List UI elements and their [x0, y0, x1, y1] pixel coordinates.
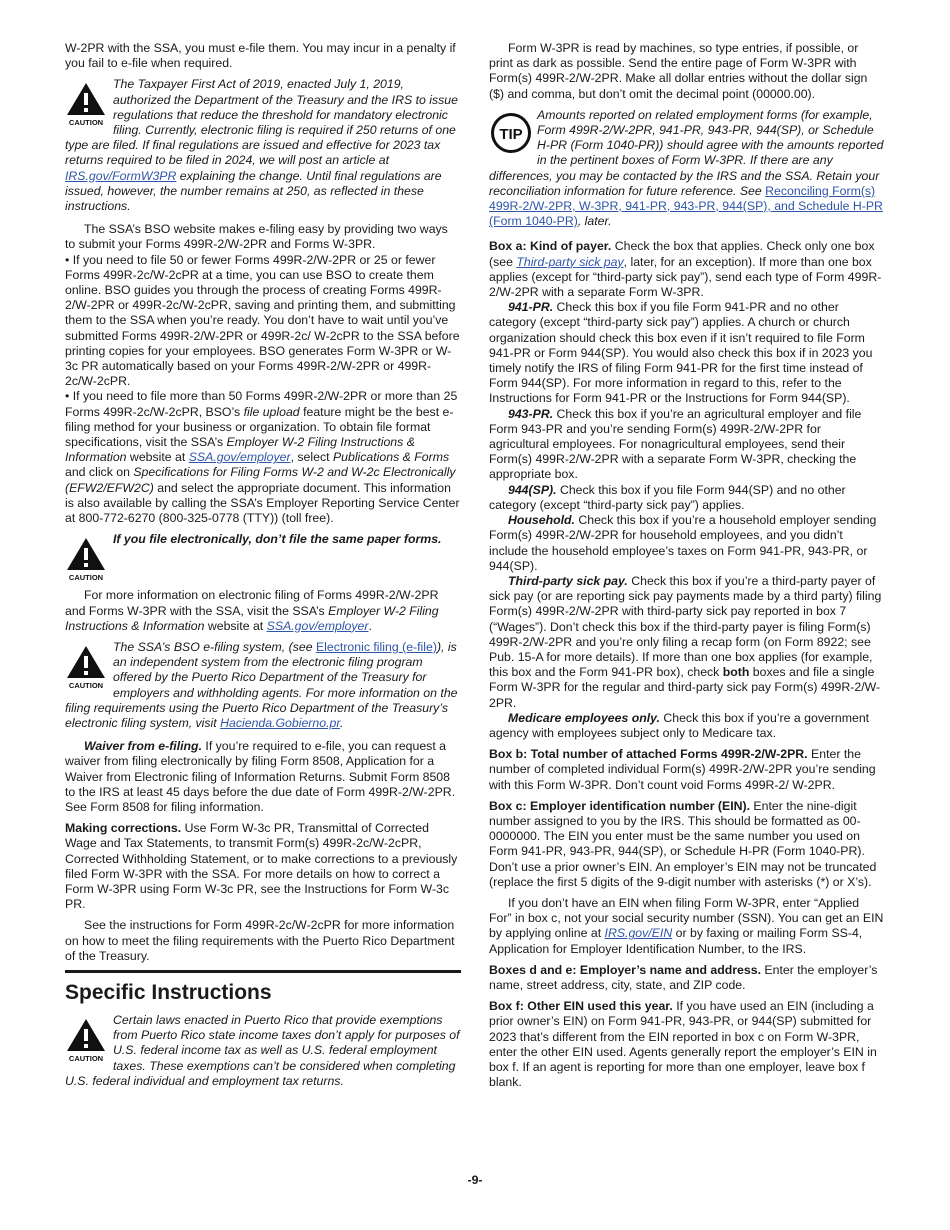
caution-text: Certain laws enacted in Puerto Rico that provide exemptions from Puerto Rico state income taxes don’t apply for purposes of U.S. federal income tax as well as U.S. federal employment taxes. These exemptions can’t be considered when completing U.S. federal individual and employment tax returns. [65, 1012, 460, 1088]
kind-household: Household. Check this box if you’re a household employer sending Form(s) 499R-2/W-2PR for household employees, and you didn’t include the household employee’s taxes on Form 941-PR, 943-PR, or 944(SP). [489, 513, 877, 573]
caution-icon [65, 536, 107, 582]
svg-text:CAUTION: CAUTION [68, 118, 104, 128]
caution-text: If you file electronically, don’t file the same paper forms. [113, 532, 442, 547]
svg-text:TIP: TIP [499, 125, 523, 143]
paragraph-see-instructions: See the instructions for Form 499R-2c/W-2cPR for more information on how to meet the filing requirements with the Puerto Rico Department of the Treasury. [65, 918, 455, 963]
box-de-name-address: Boxes d and e: Employer’s name and address. Enter the employer’s name, street address, city, state, and ZIP code. [489, 962, 878, 992]
paragraph-mandatory-efile: W-2PR with the SSA, you must e-file them. You may incur in a penalty if you fail to e-file when required. [65, 41, 456, 71]
electronic-filing-link[interactable]: Electronic filing (e-file) [315, 639, 437, 654]
caution-icon [65, 644, 107, 690]
caution-icon [65, 1017, 107, 1063]
caution-box-pr-laws [65, 1013, 461, 1089]
caution-text: explaining the change. Until final regulations are issued, however, the number remains at 250, as reflected in these instructions. [65, 168, 442, 214]
svg-text:CAUTION: CAUTION [68, 573, 104, 583]
caution-box-paper-forms [65, 532, 461, 583]
box-f-other-ein: Box f: Other EIN used this year. If you have used an EIN (including a prior owner’s EIN) on Form 941-PR, 943-PR, or 944(SP) submitted for 2023 that’s different from the EIN reported in box c on Form W-3PR, enter the other EIN used. Agents generally report the employer’s EIN in box f. If an agent is reporting for more than one employer, leave box f blank. [489, 999, 877, 1090]
box-c-ein: Box c: Employer identification number (EIN). Enter the nine-digit number assigned to you by the IRS. This should be formatted as 00-0000000. The EIN you enter must be the same number you used on Form 941-PR, 943-PR, 944(SP), or Schedule H-PR (Form 1040-PR). Don’t use a prior owner’s EIN. An employer’s EIN may not be truncated (replace the first 5 digits of the 9-digit number with asterisks (*) or X’s). [489, 798, 877, 889]
paragraph-waiver: Waiver from e-filing. If you’re required to e-file, you can request a waiver from filing electronically by filing Form 8508, Application for a Waiver from Electronic filing of Information Returns. Submit Form 8508 to the IRS at least 45 days before the due date of Form 499R-2/W-2PR. See Form 8508 for filing information. [65, 739, 456, 814]
box-b-total-forms: Box b: Total number of attached Forms 499R-2/W-2PR. Enter the number of completed individual Form(s) 499R-2/W-2PR you’re sending with this Form W-3PR. Don’t count void Forms 499R-2/ W-2PR. [489, 747, 876, 792]
bullet-small-filer: • If you need to file 50 or fewer Forms 499R-2/W-2PR or 25 or fewer Forms 499R-2c/W-2cPR at a time, you can use BSO to create them online. BSO guides you through the process of creating Forms 499R-2/W-2PR or 499R-2c/W-2cPR, saving and printing them, and submitting them to the SSA when you’re ready. You don’t have to wait until you’ve submitted Forms 499R-2/W-2PR or 499R-2c/ W-2cPR to the SSA before printing copies for your employees. BSO generates Form W-3PR or W-3c PR automatically based on your Forms 499R-2/W-2PR or 499R-2c/W-2cPR. [65, 252, 460, 389]
ssa-employer-link[interactable]: SSA.gov/employer [266, 618, 369, 633]
paragraph-applied-for: If you don’t have an EIN when filing Form W-3PR, enter “Applied For” in box c, not your social security number (SSN). You can get an EIN by applying online at IRS.gov/EIN or by faxing or mailing Form SS-4, Application for Employer Identification Number, to the IRS. [489, 895, 884, 956]
svg-text:CAUTION: CAUTION [68, 1053, 104, 1063]
hacienda-link[interactable]: Hacienda.Gobierno.pr [220, 715, 340, 730]
page-number: -9- [467, 1173, 483, 1187]
kind-941pr: 941-PR. Check this box if you file Form 941-PR and no other category (except “third-party sick pay”) applies. A church or church organization should check this box even if it isn’t required to file Form 941-PR or Form 944(SP). You would also check this box if in 2023 you timely notify the IRS of filing Form 941-PR for the first time instead of Form 944(SP). For more information in regard to this, refer to the Instructions for Form 941-PR or the Instructions for Form 944(SP). [489, 300, 873, 406]
kind-medicare-only: Medicare employees only. Check this box if you’re a government agency with employees subject only to Medicare tax. [489, 710, 870, 740]
section-divider [65, 970, 461, 973]
irs-formw3pr-link[interactable]: IRS.gov/FormW3PR [65, 168, 177, 183]
kind-943pr: 943-PR. Check this box if you’re an agricultural employer and file Form 943-PR and you’re sending Form(s) 499R-2/W-2PR for agricultural employees. For nonagricultural employees, send their Form(s) 499R-2/W-2PR with a separate Form W-3PR, checking the appropriate box. [489, 406, 862, 482]
irs-ein-link[interactable]: IRS.gov/EIN [604, 926, 673, 941]
box-a-kind-of-payer: Box a: Kind of payer. Check the box that applies. Check only one box (see Third-party sick pay, later, for an exception). If more than one box applies (except for “third-party sick pay”), send each type of Form 499R-2/W-2PR with a separate Form W-3PR. [489, 239, 882, 300]
section-heading: Specific Instructions [65, 980, 272, 1004]
ssa-employer-link[interactable]: SSA.gov/employer [188, 450, 291, 465]
tip-icon [489, 111, 533, 155]
tip-box-related-forms: TIP Amounts reported on related employment forms (for example, Form 499R-2/W-2PR, 941-PR, 943-PR, 944(SP), or Schedule H-PR (Form 1040-PR)) should agree with the amounts reported in the pertinent boxes of Form W-3PR. If there are any differences, you may be contacted by the IRS and the SSA. Retain your reconciliation information for future reference. See Reconciling Form(s) 499R-2/W-2PR, W-3PR, 941-PR, 943-PR, 944(SP), and Schedule H-PR (Form 1040-PR), later. [489, 107, 884, 229]
paragraph-corrections: Making corrections. Use Form W-3c PR, Transmittal of Corrected Wage and Tax Statements, to transmit Form(s) 499R-2c/W-2cPR, Corrected Withholding Statement, or to make corrections to a previously filed Form W-3PR with the SSA. For more details on how to correct a Form W-3PR using Form W-3c PR, see the Instructions for Form W-3c PR. [65, 821, 458, 912]
third-party-sick-pay-link[interactable]: Third-party sick pay [516, 254, 624, 269]
left-column [65, 41, 461, 1097]
reconciling-forms-link[interactable]: Reconciling Form(s) 499R-2/W-2PR, W-3PR, 941-PR, 943-PR, 944(SP), and Schedule H-PR (Form 1040-PR) [489, 183, 883, 229]
paragraph-more-info: For more information on electronic filing of Forms 499R-2/W-2PR and Forms W-3PR with the SSA, visit the SSA’s Employer W-2 Filing Instructions & Information website at SSA.gov/employer. [65, 588, 439, 633]
caution-box-taxpayer-first-act [65, 77, 461, 214]
caution-text: The Taxpayer First Act of 2019, enacted July 1, 2019, authorized the Department of the Treasury and the IRS to issue regulations that reduce the threshold for mandatory electronic filing. Currently, electronic filing is required if 250 returns of one type are filed. If final regulations are issued and effective for 2023 tax returns required to be filed in 2024, we will post an article at [65, 77, 458, 168]
svg-text:CAUTION: CAUTION [68, 680, 104, 690]
caution-box-bso-system: CAUTION The SSA’s BSO e-filing system, (see Electronic filing (e-file)), is an independent system from the electronic filing program offered by the Puerto Rico Department of the Treasury for employers and withholding agents. For more information on the filing requirements using the Puerto Rico Department of the Treasury’s electronic filing system, visit Hacienda.Gobierno.pr. [65, 639, 458, 730]
kind-third-party-sick-pay: Third-party sick pay. Check this box if you’re a third-party payer of sick pay (or are reporting sick pay payments made by a third party) filing Form(s) 499R-2/W-2PR with third-party sick pay reported in box 7 (“Wages”). Don’t check this box if the third-party payer is filing Form(s) 499R-2/W-2PR and you’re only filing a recap form (on Form 8922; see Pub. 15-A for more details). If more than one box applies (for example, this box and the Form 941-PR box), check both boxes and file a single Form W-3PR for the regular and third-party sick pay Form(s) 499R-2/W-2PR. [489, 573, 882, 710]
bullet-large-filer: • If you need to file more than 50 Forms 499R-2/W-2PR or more than 25 Forms 499R-2c/W-2cPR, BSO’s file upload feature might be the best e-filing method for your business or organization. To obtain file format specifications, visit the SSA’s Employer W-2 Filing Instructions & Information website at SSA.gov/employer, select Publications & Forms and click on Specifications for Filing Forms W-2 and W-2c Electronically (EFW2/EFW2C) and select the appropriate document. This information is also available by calling the SSA’s Employer Reporting Service Center at 800-772-6270 (800-325-0778 (TTY)) (toll free). [65, 389, 460, 526]
right-column [489, 41, 884, 1096]
paragraph-bso: The SSA’s BSO website makes e-filing easy by providing two ways to submit your Forms 499R-2/W-2PR and Forms W-3PR. [65, 222, 448, 252]
kind-944sp: 944(SP). Check this box if you file Form 944(SP) and no other category (except “third-party sick pay”) applies. [489, 482, 846, 512]
caution-icon [65, 81, 107, 127]
paragraph-machine-read: Form W-3PR is read by machines, so type entries, if possible, or print as dark as possible. Send the entire page of Form W-3PR with Form(s) 499R-2/W-2PR. Make all dollar entries without the dollar sign ($) and comma, but don’t omit the decimal point (00000.00). [489, 41, 868, 101]
